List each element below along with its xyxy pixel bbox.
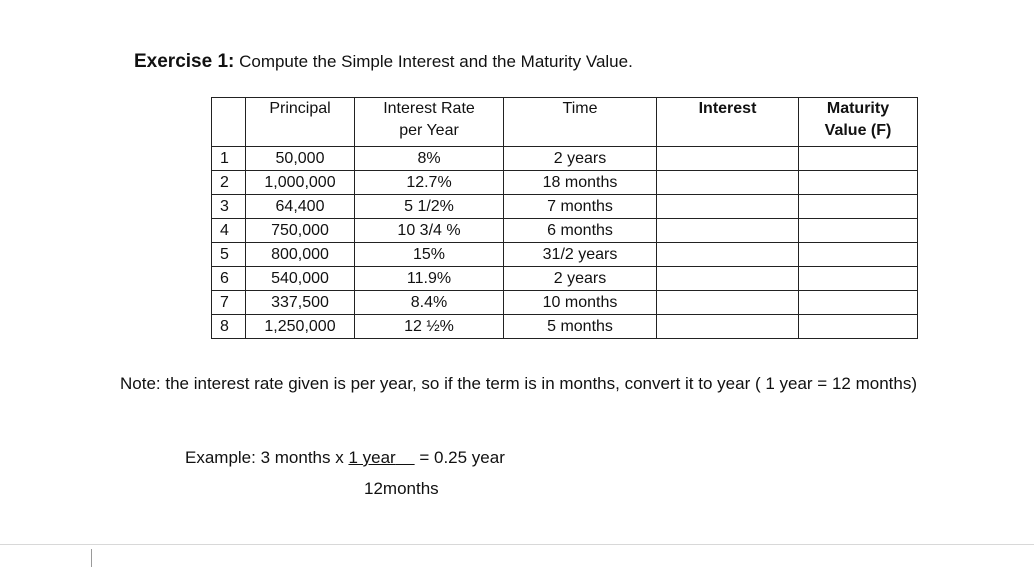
example-prefix: Example: 3 months x <box>185 448 349 467</box>
row-number: 4 <box>212 219 246 243</box>
interest-cell <box>657 315 799 339</box>
time-cell: 7 months <box>504 195 657 219</box>
time-cell: 5 months <box>504 315 657 339</box>
rate-cell: 8.4% <box>355 291 504 315</box>
text-cursor <box>91 549 92 567</box>
table-row <box>212 147 918 171</box>
principal-cell: 1,000,000 <box>246 171 355 195</box>
table-header-row <box>212 98 918 147</box>
example-denominator: 12months <box>364 479 439 498</box>
interest-cell <box>657 147 799 171</box>
row-number: 6 <box>212 267 246 291</box>
header-interest-rate: Interest Rate per Year <box>355 98 504 147</box>
exercise-instruction: Compute the Simple Interest and the Maturity Value. <box>234 52 633 71</box>
rate-cell: 12.7% <box>355 171 504 195</box>
table-row <box>212 243 918 267</box>
maturity-cell <box>799 195 918 219</box>
rate-cell: 12 ½% <box>355 315 504 339</box>
maturity-cell <box>799 291 918 315</box>
page-divider <box>0 544 1034 545</box>
row-number: 8 <box>212 315 246 339</box>
rate-cell: 10 3/4 % <box>355 219 504 243</box>
maturity-cell <box>799 315 918 339</box>
header-maturity-value: Maturity Value (F) <box>799 98 918 147</box>
maturity-cell <box>799 219 918 243</box>
time-cell: 10 months <box>504 291 657 315</box>
header-index <box>212 98 246 147</box>
rate-cell: 11.9% <box>355 267 504 291</box>
maturity-cell <box>799 147 918 171</box>
time-cell: 31/2 years <box>504 243 657 267</box>
table-row <box>212 171 918 195</box>
example-result: = 0.25 year <box>414 448 505 467</box>
row-number: 5 <box>212 243 246 267</box>
time-cell: 6 months <box>504 219 657 243</box>
principal-cell: 337,500 <box>246 291 355 315</box>
principal-cell: 1,250,000 <box>246 315 355 339</box>
interest-cell <box>657 195 799 219</box>
interest-cell <box>657 219 799 243</box>
principal-cell: 50,000 <box>246 147 355 171</box>
row-number: 2 <box>212 171 246 195</box>
maturity-cell <box>799 171 918 195</box>
example-numerator: 1 year <box>348 448 396 467</box>
rate-cell: 5 1/2% <box>355 195 504 219</box>
interest-cell <box>657 243 799 267</box>
table-row <box>212 315 918 339</box>
table-row <box>212 267 918 291</box>
header-time: Time <box>504 98 657 147</box>
exercise-table <box>211 97 918 339</box>
maturity-cell <box>799 243 918 267</box>
rate-cell: 8% <box>355 147 504 171</box>
principal-cell: 64,400 <box>246 195 355 219</box>
time-cell: 2 years <box>504 267 657 291</box>
table-row <box>212 291 918 315</box>
rate-cell: 15% <box>355 243 504 267</box>
time-cell: 18 months <box>504 171 657 195</box>
table-row <box>212 219 918 243</box>
header-principal: Principal <box>246 98 355 147</box>
exercise-title <box>134 51 633 73</box>
interest-cell <box>657 267 799 291</box>
principal-cell: 540,000 <box>246 267 355 291</box>
principal-cell: 750,000 <box>246 219 355 243</box>
interest-cell <box>657 171 799 195</box>
header-interest: Interest <box>657 98 799 147</box>
maturity-cell <box>799 267 918 291</box>
interest-cell <box>657 291 799 315</box>
table-row <box>212 195 918 219</box>
row-number: 7 <box>212 291 246 315</box>
principal-cell: 800,000 <box>246 243 355 267</box>
exercise-label: Exercise 1: <box>134 51 235 72</box>
row-number: 3 <box>212 195 246 219</box>
example-line <box>185 448 505 468</box>
row-number: 1 <box>212 147 246 171</box>
time-cell: 2 years <box>504 147 657 171</box>
note-text: Note: the interest rate given is per year, so if the term is in months, convert it to year ( 1 year = 12 months) <box>120 374 917 393</box>
